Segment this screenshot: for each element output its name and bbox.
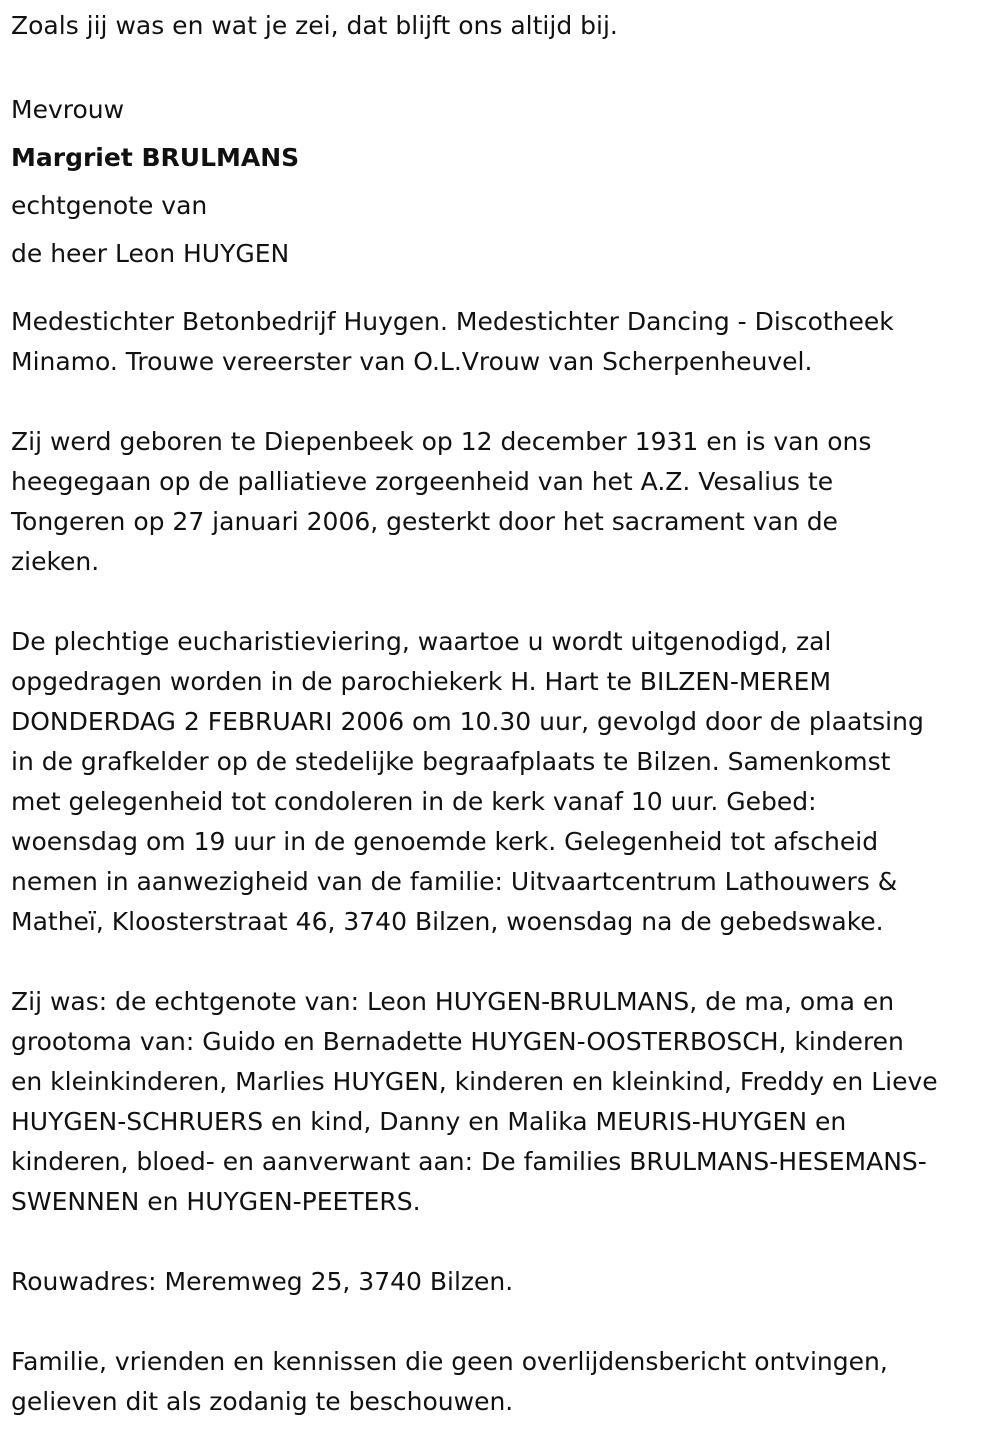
family-line: en kleinkinderen, Marlies HUYGEN, kinderen en kleinkind, Freddy en Lieve <box>11 1067 938 1096</box>
ceremony-paragraph <box>11 622 991 942</box>
ceremony-line: met gelegenheid tot condoleren in de kerk vanaf 10 uur. Gebed: <box>11 787 817 816</box>
relation: echtgenote van <box>11 191 208 220</box>
spacer <box>11 382 991 422</box>
family-line: HUYGEN-SCHRUERS en kind, Danny en Malika MEURIS-HUYGEN en <box>11 1107 847 1136</box>
family-line: grootoma van: Guido en Bernadette HUYGEN-OOSTERBOSCH, kinderen <box>11 1027 904 1056</box>
ceremony-line: in de grafkelder op de stedelijke begraafplaats te Bilzen. Samenkomst <box>11 747 891 776</box>
bio-line: Minamo. Trouwe vereerster van O.L.Vrouw van Scherpenheuvel. <box>11 347 813 376</box>
family-line: Zij was: de echtgenote van: Leon HUYGEN-BRULMANS, de ma, oma en <box>11 987 895 1016</box>
spacer <box>11 942 991 982</box>
ceremony-line: DONDERDAG 2 FEBRUARI 2006 om 10.30 uur, gevolgd door de plaatsing <box>11 707 924 736</box>
ceremony-line: De plechtige eucharistieviering, waartoe u wordt uitgenodigd, zal <box>11 627 832 656</box>
spacer <box>11 1302 991 1342</box>
ceremony-line: nemen in aanwezigheid van de familie: Uitvaartcentrum Lathouwers & <box>11 867 898 896</box>
death-paragraph <box>11 422 991 582</box>
closing-line: Familie, vrienden en kennissen die geen overlijdensbericht ontvingen, <box>11 1347 888 1376</box>
death-line: Tongeren op 27 januari 2006, gesterkt door het sacrament van de <box>11 507 838 536</box>
spacer <box>11 46 991 86</box>
spacer <box>11 582 991 622</box>
bio-paragraph <box>11 302 991 382</box>
death-line: zieken. <box>11 547 100 576</box>
spacer <box>11 1222 991 1262</box>
death-line: Zij werd geboren te Diepenbeek op 12 december 1931 en is van ons <box>11 427 872 456</box>
family-paragraph <box>11 982 991 1222</box>
obituary-notice <box>11 6 991 1422</box>
mourning-address: Rouwadres: Meremweg 25, 3740 Bilzen. <box>11 1267 514 1296</box>
family-line: kinderen, bloed- en aanverwant aan: De families BRULMANS-HESEMANS- <box>11 1147 927 1176</box>
closing-line: gelieven dit als zodanig te beschouwen. <box>11 1387 514 1416</box>
ceremony-line: opgedragen worden in de parochiekerk H. Hart te BILZEN-MEREM <box>11 667 832 696</box>
ceremony-line: Matheï, Kloosterstraat 46, 3740 Bilzen, woensdag na de gebedswake. <box>11 907 884 936</box>
spacer <box>11 278 991 302</box>
deceased-name: Margriet BRULMANS <box>11 143 300 172</box>
family-line: SWENNEN en HUYGEN-PEETERS. <box>11 1187 421 1216</box>
motto: Zoals jij was en wat je zei, dat blijft ons altijd bij. <box>11 11 618 40</box>
salutation: Mevrouw <box>11 95 125 124</box>
death-line: heegegaan op de palliatieve zorgeenheid van het A.Z. Vesalius te <box>11 467 834 496</box>
ceremony-line: woensdag om 19 uur in de genoemde kerk. Gelegenheid tot afscheid <box>11 827 879 856</box>
spouse-name: de heer Leon HUYGEN <box>11 239 290 268</box>
closing-paragraph <box>11 1342 991 1422</box>
bio-line: Medestichter Betonbedrijf Huygen. Medestichter Dancing - Discotheek <box>11 307 894 336</box>
